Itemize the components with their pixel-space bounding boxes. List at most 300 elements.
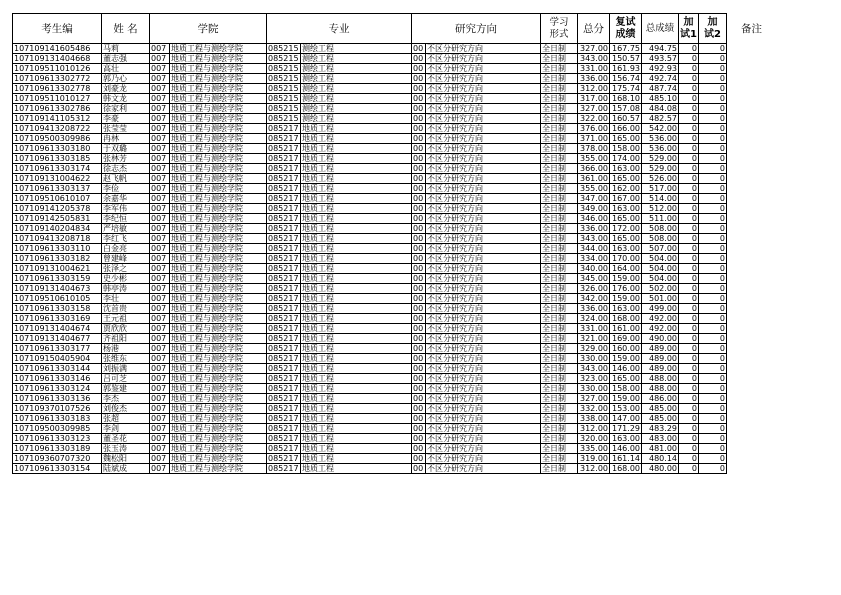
remark-cell xyxy=(727,244,777,254)
remark-cell xyxy=(727,334,777,344)
remark-cell xyxy=(727,214,777,224)
remark-cell xyxy=(727,64,777,74)
study-mode-cell: 全日制 xyxy=(541,374,578,384)
table-row xyxy=(13,44,777,54)
direction-code-cell: 00 xyxy=(412,464,426,474)
study-mode-cell: 全日制 xyxy=(541,434,578,444)
remark-cell xyxy=(727,284,777,294)
header-name: 姓 名 xyxy=(102,14,150,44)
total-score-cell: 508.00 xyxy=(642,224,679,234)
direction-code-cell: 00 xyxy=(412,414,426,424)
remark-cell xyxy=(727,84,777,94)
student-name-cell: 王元祖 xyxy=(102,314,150,324)
score-cell: 361.00 xyxy=(578,174,610,184)
remark-cell xyxy=(727,404,777,414)
study-mode-cell: 全日制 xyxy=(541,54,578,64)
score-cell: 331.00 xyxy=(578,324,610,334)
student-name-cell: 郭鉴建 xyxy=(102,384,150,394)
table-row xyxy=(13,364,777,374)
school-code-cell: 007 xyxy=(150,464,170,474)
remark-cell xyxy=(727,324,777,334)
direction-code-cell: 00 xyxy=(412,384,426,394)
student-name-cell: 张泽之 xyxy=(102,264,150,274)
major-code-cell: 085217 xyxy=(268,234,299,243)
study-mode-cell: 全日制 xyxy=(541,104,578,114)
direction-name-cell: 不区分研究方向 xyxy=(426,144,541,154)
major-code-cell: 085217 xyxy=(268,274,299,283)
candidate-id-cell: 107109131004621 xyxy=(13,264,102,274)
study-mode-cell: 全日制 xyxy=(541,284,578,294)
major-name-cell: 地质工程 xyxy=(301,464,412,474)
total-score-cell: 489.00 xyxy=(642,354,679,364)
school-name-cell: 地质工程与测绘学院 xyxy=(170,94,267,104)
school-code-cell: 007 xyxy=(150,254,170,264)
student-name-cell: 冉林 xyxy=(102,134,150,144)
major-name-cell: 地质工程 xyxy=(301,304,412,314)
bonus1-cell: 0 xyxy=(679,414,699,424)
bonus1-cell: 0 xyxy=(679,294,699,304)
direction-name-cell: 不区分研究方向 xyxy=(426,394,541,404)
bonus2-cell: 0 xyxy=(699,84,727,94)
bonus2-cell: 0 xyxy=(699,154,727,164)
study-mode-cell: 全日制 xyxy=(541,44,578,54)
student-name-cell: 马莉 xyxy=(102,44,150,54)
candidate-id-cell: 107109141105312 xyxy=(13,114,102,124)
major-name-cell: 地质工程 xyxy=(301,264,412,274)
remark-cell xyxy=(727,394,777,404)
total-score-cell: 483.29 xyxy=(642,424,679,434)
school-code-cell: 007 xyxy=(150,94,170,104)
direction-name-cell: 不区分研究方向 xyxy=(426,84,541,94)
direction-name-cell: 不区分研究方向 xyxy=(426,284,541,294)
retest-score-cell: 159.00 xyxy=(610,274,642,284)
school-code-cell: 007 xyxy=(150,84,170,94)
total-score-cell: 542.00 xyxy=(642,124,679,134)
direction-code-cell: 00 xyxy=(412,354,426,364)
candidate-id-cell: 107109613302772 xyxy=(13,74,102,84)
table-row xyxy=(13,344,777,354)
school-code-cell: 007 xyxy=(150,114,170,124)
retest-score-cell: 176.00 xyxy=(610,284,642,294)
school-code-cell: 007 xyxy=(150,124,170,134)
bonus2-cell: 0 xyxy=(699,114,727,124)
school-code-cell: 007 xyxy=(150,184,170,194)
study-mode-cell: 全日制 xyxy=(541,134,578,144)
total-score-cell: 487.74 xyxy=(642,84,679,94)
direction-name-cell: 不区分研究方向 xyxy=(426,64,541,74)
direction-code-cell: 00 xyxy=(412,164,426,174)
school-name-cell: 地质工程与测绘学院 xyxy=(170,104,267,114)
bonus1-cell: 0 xyxy=(679,304,699,314)
student-name-cell: 张超 xyxy=(102,414,150,424)
score-cell: 331.00 xyxy=(578,64,610,74)
remark-cell xyxy=(727,254,777,264)
total-score-cell: 485.00 xyxy=(642,414,679,424)
bonus2-cell: 0 xyxy=(699,414,727,424)
direction-code-cell: 00 xyxy=(412,434,426,444)
study-mode-cell: 全日制 xyxy=(541,214,578,224)
bonus1-cell: 0 xyxy=(679,344,699,354)
student-name-cell: 韩亭涛 xyxy=(102,284,150,294)
bonus1-cell: 0 xyxy=(679,74,699,84)
major-name-cell: 地质工程 xyxy=(301,254,412,264)
direction-name-cell: 不区分研究方向 xyxy=(426,254,541,264)
remark-cell xyxy=(727,354,777,364)
table-row xyxy=(13,234,777,244)
retest-score-cell: 166.00 xyxy=(610,124,642,134)
school-name-cell: 地质工程与测绘学院 xyxy=(170,434,267,444)
score-cell: 343.00 xyxy=(578,364,610,374)
bonus1-cell: 0 xyxy=(679,134,699,144)
score-cell: 320.00 xyxy=(578,434,610,444)
bonus2-cell: 0 xyxy=(699,164,727,174)
study-mode-cell: 全日制 xyxy=(541,444,578,454)
student-name-cell: 于双璐 xyxy=(102,144,150,154)
direction-code-cell: 00 xyxy=(412,184,426,194)
bonus1-cell: 0 xyxy=(679,264,699,274)
school-name-cell: 地质工程与测绘学院 xyxy=(170,454,267,464)
score-cell: 334.00 xyxy=(578,254,610,264)
bonus2-cell: 0 xyxy=(699,104,727,114)
header-mode: 学习 形式 xyxy=(541,14,578,44)
candidate-id-cell: 107109370107526 xyxy=(13,404,102,414)
retest-score-cell: 172.00 xyxy=(610,224,642,234)
retest-score-cell: 168.00 xyxy=(610,464,642,474)
total-score-cell: 484.08 xyxy=(642,104,679,114)
bonus1-cell: 0 xyxy=(679,64,699,74)
school-code-cell: 007 xyxy=(150,364,170,374)
retest-score-cell: 146.00 xyxy=(610,364,642,374)
bonus2-cell: 0 xyxy=(699,254,727,264)
study-mode-cell: 全日制 xyxy=(541,264,578,274)
total-score-cell: 507.00 xyxy=(642,244,679,254)
study-mode-cell: 全日制 xyxy=(541,404,578,414)
major-name-cell: 测绘工程 xyxy=(301,64,412,74)
remark-cell xyxy=(727,134,777,144)
student-name-cell: 张维东 xyxy=(102,354,150,364)
candidate-id-cell: 107109613303124 xyxy=(13,384,102,394)
table-row xyxy=(13,384,777,394)
remark-cell xyxy=(727,174,777,184)
total-score-cell: 485.10 xyxy=(642,94,679,104)
major-name-cell: 测绘工程 xyxy=(301,94,412,104)
study-mode-cell: 全日制 xyxy=(541,334,578,344)
major-name-cell: 地质工程 xyxy=(301,204,412,214)
direction-name-cell: 不区分研究方向 xyxy=(426,434,541,444)
score-cell: 355.00 xyxy=(578,184,610,194)
candidate-id-cell: 107109613303180 xyxy=(13,144,102,154)
major-name-cell: 地质工程 xyxy=(301,164,412,174)
bonus2-cell: 0 xyxy=(699,404,727,414)
retest-score-cell: 163.00 xyxy=(610,304,642,314)
score-cell: 335.00 xyxy=(578,444,610,454)
table-row xyxy=(13,354,777,364)
total-score-cell: 492.00 xyxy=(642,314,679,324)
study-mode-cell: 全日制 xyxy=(541,454,578,464)
study-mode-cell: 全日制 xyxy=(541,154,578,164)
study-mode-cell: 全日制 xyxy=(541,274,578,284)
table-row xyxy=(13,324,777,334)
student-name-cell: 李俭 xyxy=(102,184,150,194)
student-name-cell: 李豪 xyxy=(102,114,150,124)
retest-score-cell: 156.74 xyxy=(610,74,642,84)
school-code-cell: 007 xyxy=(150,384,170,394)
score-cell: 317.00 xyxy=(578,94,610,104)
school-name-cell: 地质工程与测绘学院 xyxy=(170,204,267,214)
candidate-id-cell: 107109613302786 xyxy=(13,104,102,114)
bonus2-cell: 0 xyxy=(699,374,727,384)
total-score-cell: 489.00 xyxy=(642,364,679,374)
retest-score-cell: 146.00 xyxy=(610,444,642,454)
score-cell: 376.00 xyxy=(578,124,610,134)
retest-score-cell: 163.00 xyxy=(610,434,642,444)
total-score-cell: 492.93 xyxy=(642,64,679,74)
direction-code-cell: 00 xyxy=(412,234,426,244)
candidate-id-cell: 107109413208718 xyxy=(13,234,102,244)
direction-code-cell: 00 xyxy=(412,254,426,264)
bonus1-cell: 0 xyxy=(679,374,699,384)
major-code-cell: 085217 xyxy=(268,344,299,353)
direction-name-cell: 不区分研究方向 xyxy=(426,124,541,134)
remark-cell xyxy=(727,194,777,204)
bonus2-cell: 0 xyxy=(699,144,727,154)
bonus1-cell: 0 xyxy=(679,434,699,444)
direction-code-cell: 00 xyxy=(412,424,426,434)
total-score-cell: 489.00 xyxy=(642,344,679,354)
candidate-id-cell: 107109613303123 xyxy=(13,434,102,444)
major-name-cell: 地质工程 xyxy=(301,334,412,344)
direction-name-cell: 不区分研究方向 xyxy=(426,294,541,304)
bonus1-cell: 0 xyxy=(679,154,699,164)
retest-score-cell: 165.00 xyxy=(610,134,642,144)
candidate-id-cell: 107109613303136 xyxy=(13,394,102,404)
candidate-id-cell: 107109613303174 xyxy=(13,164,102,174)
direction-name-cell: 不区分研究方向 xyxy=(426,274,541,284)
table-row xyxy=(13,154,777,164)
bonus1-cell: 0 xyxy=(679,94,699,104)
retest-score-cell: 161.14 xyxy=(610,454,642,464)
school-name-cell: 地质工程与测绘学院 xyxy=(170,304,267,314)
score-cell: 378.00 xyxy=(578,144,610,154)
candidate-id-cell: 107109511010127 xyxy=(13,94,102,104)
bonus2-cell: 0 xyxy=(699,244,727,254)
major-name-cell: 地质工程 xyxy=(301,144,412,154)
school-name-cell: 地质工程与测绘学院 xyxy=(170,314,267,324)
school-code-cell: 007 xyxy=(150,214,170,224)
study-mode-cell: 全日制 xyxy=(541,324,578,334)
direction-name-cell: 不区分研究方向 xyxy=(426,404,541,414)
direction-name-cell: 不区分研究方向 xyxy=(426,44,541,54)
major-name-cell: 地质工程 xyxy=(301,454,412,464)
remark-cell xyxy=(727,314,777,324)
table-row xyxy=(13,94,777,104)
direction-code-cell: 00 xyxy=(412,94,426,104)
school-name-cell: 地质工程与测绘学院 xyxy=(170,164,267,174)
total-score-cell: 526.00 xyxy=(642,174,679,184)
score-cell: 327.00 xyxy=(578,394,610,404)
school-code-cell: 007 xyxy=(150,454,170,464)
score-cell: 336.00 xyxy=(578,304,610,314)
school-code-cell: 007 xyxy=(150,334,170,344)
school-code-cell: 007 xyxy=(150,104,170,114)
remark-cell xyxy=(727,304,777,314)
header-total: 总成绩 xyxy=(642,14,679,44)
bonus2-cell: 0 xyxy=(699,234,727,244)
bonus2-cell: 0 xyxy=(699,454,727,464)
direction-name-cell: 不区分研究方向 xyxy=(426,464,541,474)
major-code-cell: 085217 xyxy=(268,144,299,153)
table-row xyxy=(13,334,777,344)
score-cell: 338.00 xyxy=(578,414,610,424)
total-score-cell: 501.00 xyxy=(642,294,679,304)
study-mode-cell: 全日制 xyxy=(541,144,578,154)
major-name-cell: 地质工程 xyxy=(301,404,412,414)
school-name-cell: 地质工程与测绘学院 xyxy=(170,234,267,244)
candidate-id-cell: 107109131004622 xyxy=(13,174,102,184)
score-cell: 332.00 xyxy=(578,404,610,414)
student-name-cell: 张林芳 xyxy=(102,154,150,164)
major-code-cell: 085215 xyxy=(268,74,299,83)
total-score-cell: 480.14 xyxy=(642,454,679,464)
major-name-cell: 地质工程 xyxy=(301,314,412,324)
bonus1-cell: 0 xyxy=(679,104,699,114)
total-score-cell: 504.00 xyxy=(642,254,679,264)
direction-code-cell: 00 xyxy=(412,344,426,354)
score-cell: 343.00 xyxy=(578,234,610,244)
table-row xyxy=(13,114,777,124)
direction-name-cell: 不区分研究方向 xyxy=(426,334,541,344)
major-name-cell: 地质工程 xyxy=(301,344,412,354)
direction-name-cell: 不区分研究方向 xyxy=(426,304,541,314)
direction-name-cell: 不区分研究方向 xyxy=(426,184,541,194)
major-code-cell: 085217 xyxy=(268,464,299,473)
direction-name-cell: 不区分研究方向 xyxy=(426,214,541,224)
score-table xyxy=(12,13,777,474)
bonus1-cell: 0 xyxy=(679,424,699,434)
candidate-id-cell: 107109613303182 xyxy=(13,254,102,264)
table-row xyxy=(13,84,777,94)
total-score-cell: 480.00 xyxy=(642,464,679,474)
student-name-cell: 吕可芝 xyxy=(102,374,150,384)
direction-code-cell: 00 xyxy=(412,104,426,114)
retest-score-cell: 170.00 xyxy=(610,254,642,264)
table-row xyxy=(13,454,777,464)
candidate-id-cell: 107109131404673 xyxy=(13,284,102,294)
score-cell: 344.00 xyxy=(578,244,610,254)
retest-score-cell: 175.74 xyxy=(610,84,642,94)
score-cell: 312.00 xyxy=(578,84,610,94)
candidate-id-cell: 107109613303137 xyxy=(13,184,102,194)
score-cell: 327.00 xyxy=(578,104,610,114)
school-name-cell: 地质工程与测绘学院 xyxy=(170,254,267,264)
table-row xyxy=(13,264,777,274)
retest-score-cell: 159.00 xyxy=(610,294,642,304)
remark-cell xyxy=(727,44,777,54)
study-mode-cell: 全日制 xyxy=(541,204,578,214)
candidate-id-cell: 107109613303169 xyxy=(13,314,102,324)
student-name-cell: 沈首贵 xyxy=(102,304,150,314)
direction-name-cell: 不区分研究方向 xyxy=(426,344,541,354)
school-name-cell: 地质工程与测绘学院 xyxy=(170,44,267,54)
remark-cell xyxy=(727,104,777,114)
school-code-cell: 007 xyxy=(150,154,170,164)
bonus2-cell: 0 xyxy=(699,314,727,324)
study-mode-cell: 全日制 xyxy=(541,234,578,244)
remark-cell xyxy=(727,224,777,234)
school-name-cell: 地质工程与测绘学院 xyxy=(170,334,267,344)
school-name-cell: 地质工程与测绘学院 xyxy=(170,374,267,384)
direction-name-cell: 不区分研究方向 xyxy=(426,134,541,144)
school-name-cell: 地质工程与测绘学院 xyxy=(170,344,267,354)
school-name-cell: 地质工程与测绘学院 xyxy=(170,174,267,184)
direction-code-cell: 00 xyxy=(412,194,426,204)
bonus1-cell: 0 xyxy=(679,84,699,94)
major-name-cell: 地质工程 xyxy=(301,414,412,424)
table-row xyxy=(13,184,777,194)
score-cell: 319.00 xyxy=(578,454,610,464)
study-mode-cell: 全日制 xyxy=(541,354,578,364)
retest-score-cell: 165.00 xyxy=(610,174,642,184)
retest-score-cell: 167.75 xyxy=(610,44,642,54)
table-row xyxy=(13,204,777,214)
study-mode-cell: 全日制 xyxy=(541,384,578,394)
direction-code-cell: 00 xyxy=(412,124,426,134)
candidate-id-cell: 107109613303146 xyxy=(13,374,102,384)
bonus2-cell: 0 xyxy=(699,44,727,54)
major-code-cell: 085217 xyxy=(268,404,299,413)
candidate-id-cell: 107109511010126 xyxy=(13,64,102,74)
study-mode-cell: 全日制 xyxy=(541,74,578,84)
major-code-cell: 085215 xyxy=(268,44,299,53)
direction-code-cell: 00 xyxy=(412,364,426,374)
retest-score-cell: 147.00 xyxy=(610,414,642,424)
school-code-cell: 007 xyxy=(150,224,170,234)
retest-score-cell: 163.00 xyxy=(610,164,642,174)
bonus1-cell: 0 xyxy=(679,144,699,154)
student-name-cell: 李剑 xyxy=(102,424,150,434)
remark-cell xyxy=(727,74,777,84)
direction-code-cell: 00 xyxy=(412,244,426,254)
header-school: 学院 xyxy=(150,14,267,44)
school-code-cell: 007 xyxy=(150,284,170,294)
major-name-cell: 地质工程 xyxy=(301,424,412,434)
retest-score-cell: 167.00 xyxy=(610,194,642,204)
school-name-cell: 地质工程与测绘学院 xyxy=(170,194,267,204)
school-code-cell: 007 xyxy=(150,134,170,144)
bonus2-cell: 0 xyxy=(699,74,727,84)
school-code-cell: 007 xyxy=(150,144,170,154)
candidate-id-cell: 107109510610105 xyxy=(13,294,102,304)
direction-name-cell: 不区分研究方向 xyxy=(426,354,541,364)
total-score-cell: 508.00 xyxy=(642,234,679,244)
school-name-cell: 地质工程与测绘学院 xyxy=(170,184,267,194)
score-cell: 342.00 xyxy=(578,294,610,304)
school-name-cell: 地质工程与测绘学院 xyxy=(170,74,267,84)
bonus1-cell: 0 xyxy=(679,224,699,234)
score-cell: 312.00 xyxy=(578,464,610,474)
table-row xyxy=(13,64,777,74)
student-name-cell: 徐志杰 xyxy=(102,164,150,174)
header-remark: 备注 xyxy=(741,22,762,35)
bonus2-cell: 0 xyxy=(699,204,727,214)
table-row xyxy=(13,394,777,404)
bonus1-cell: 0 xyxy=(679,124,699,134)
candidate-id-cell: 107109141605486 xyxy=(13,44,102,54)
table-row xyxy=(13,444,777,454)
major-name-cell: 地质工程 xyxy=(301,294,412,304)
direction-name-cell: 不区分研究方向 xyxy=(426,264,541,274)
major-code-cell: 085217 xyxy=(268,454,299,463)
